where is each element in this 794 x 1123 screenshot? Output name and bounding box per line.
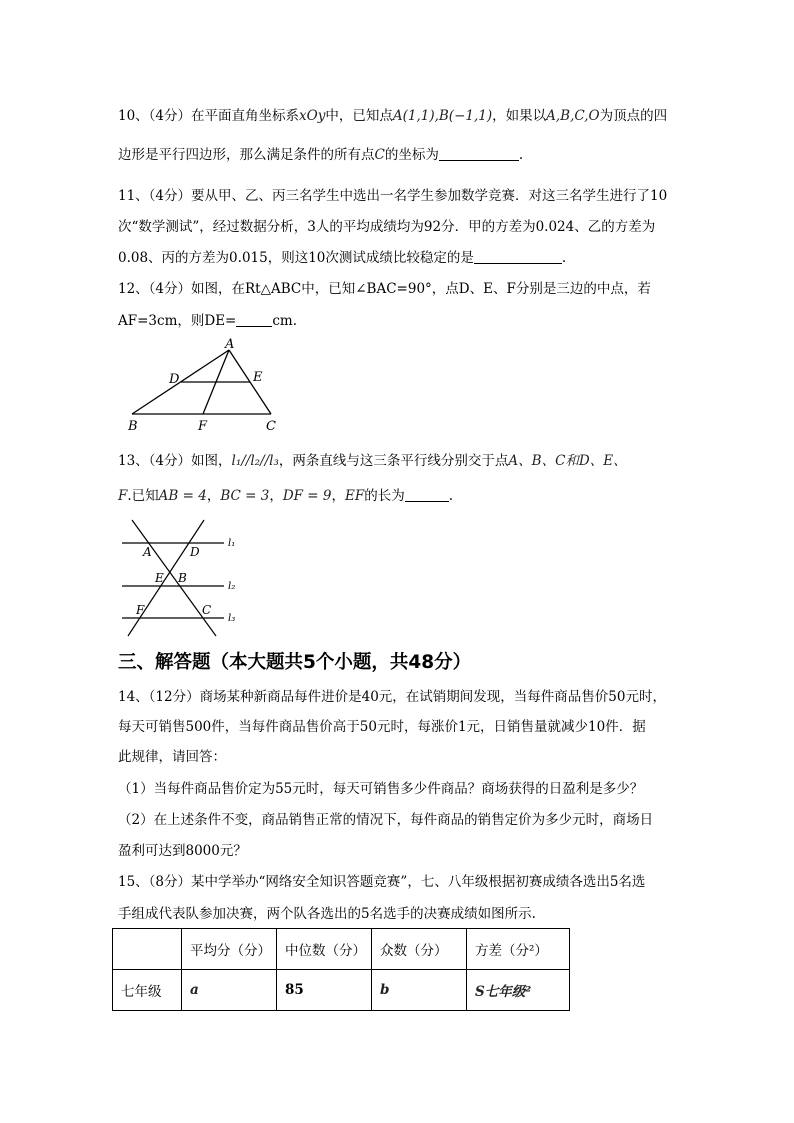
q11-line2: 次“数学测试”，经过数据分析，3人的平均成绩均为92分．甲的方差为0.024、乙的方差为 [118,219,656,235]
q15-line1: 15、（8分）某中学举办“网络安全知识答题竞赛”，七、八年级根据初赛成绩各选出5名选 [118,874,646,890]
label-a: A [225,337,235,352]
table-header-cell [113,929,182,970]
label-l2: l₂ [228,581,236,592]
table-cell: a [182,970,277,1011]
math-xoy: xOy [299,108,326,124]
q10-text: 10、（4分）在平面直角坐标系 [118,108,300,124]
q14-part2: （2）在上述条件不变，商品销售正常的情况下，每件商品的销售定价为多少元时，商场日 [118,812,654,828]
score-stats-table [112,928,570,1011]
q10-text: ，如果以 [492,108,547,124]
q10-line2 [118,146,523,164]
q12-text: cm. [272,313,298,329]
q12-line1: 12、（4分）如图，在Rt△ABC中，已知∠BAC=90°，点D、E、F分别是三边的中点，若 [118,281,651,297]
q12-text: AF=3cm，则DE= [118,313,237,329]
q11-text: . [561,250,567,266]
table-cell: S七年级² [467,970,570,1011]
math-ef: EF [345,488,365,504]
q13-text: 的长为 [364,488,405,504]
q11-line3 [118,249,566,267]
label-e: E [253,370,263,385]
q14-part2-cont: 盈利可达到8000元？ [118,843,247,859]
label-l1: l₁ [228,538,236,549]
q14-line1: 14、（12分）商场某种新商品每件进价是40元，在试销期间发现，当每件商品售价50元时， [118,689,666,705]
table-header-cell: 方差（分²） [467,929,570,970]
q10-text: . [518,147,524,163]
q11-text: 0.08、丙的方差为0.015，则这10次测试成绩比较稳定的是 [118,250,474,266]
q13-text: 13、（4分）如图， [118,453,232,469]
q11-line1: 11、（4分）要从甲、乙、丙三名学生中选出一名学生参加数学竞赛．对这三名学生进行了10 [118,188,668,204]
q14-part1: （1）当每件商品售价定为55元时，每天可销售多少件商品？商场获得的日盈利是多少？ [118,781,644,797]
q13-text: .已知 [127,488,159,504]
answer-blank[interactable] [405,487,449,502]
math-parallel: l₁//l₂//l₃ [231,453,279,469]
q13-parallel-lines-figure [118,516,246,640]
q10-line1 [118,107,667,125]
label-d: D [190,545,200,559]
math-df: DF = 9 [282,488,332,504]
q13-text: ，两条直线与这三条平行线分别交于点 [278,453,509,469]
q14-line2: 每天可销售500件，当每件商品售价高于50元时，每涨价1元，日销售量就减少10件．据 [118,719,646,735]
label-f: F [198,419,208,434]
table-cell: 85 [277,970,372,1011]
table-cell: b [372,970,467,1011]
q13-text: ， [331,488,345,504]
q10-text: 边形是平行四边形，那么满足条件的所有点 [118,147,375,163]
label-f: F [136,603,145,617]
q10-text: 的坐标为 [384,147,439,163]
q13-line2 [118,487,453,505]
answer-blank[interactable] [236,312,272,327]
q13-line1 [118,452,627,470]
table-header-cell: 平均分（分） [182,929,277,970]
table-header-cell: 众数（分） [372,929,467,970]
math-points: A(1,1),B(−1,1) [392,108,493,124]
table-cell: 七年级 [113,970,182,1011]
label-d: D [169,372,180,387]
q12-triangle-figure [125,336,295,436]
label-a: A [143,545,152,559]
math-ab: AB = 4 [158,488,207,504]
q13-text: ， [269,488,283,504]
math-c: C [374,147,385,163]
section-heading: 三、解答题（本大题共5个小题，共48分） [118,652,472,673]
label-l3: l₃ [228,613,236,624]
math-points: A、B、C和D、E、 [508,453,627,469]
math-bc: BC = 3 [220,488,270,504]
q14-line3: 此规律，请回答： [118,749,226,765]
q10-text: 中，已知点 [325,108,393,124]
label-c: C [266,419,276,434]
q10-text: 为顶点的四 [599,108,668,124]
table-row [113,970,570,1011]
label-c: C [202,603,212,617]
label-b: B [128,419,138,434]
q15-line2: 手组成代表队参加决赛，两个队各选出的5名选手的决赛成绩如图所示. [118,906,536,922]
q13-text: ， [206,488,221,504]
math-f: F [118,488,128,504]
table-header-row [113,929,570,970]
q13-text: . [448,488,454,504]
answer-blank[interactable] [439,146,519,161]
table-header-cell: 中位数（分） [277,929,372,970]
math-vertices: A,B,C,O [546,108,600,124]
label-e: E [155,571,164,585]
label-b: B [178,571,187,585]
q12-line2 [118,312,297,330]
answer-blank[interactable] [474,249,562,264]
